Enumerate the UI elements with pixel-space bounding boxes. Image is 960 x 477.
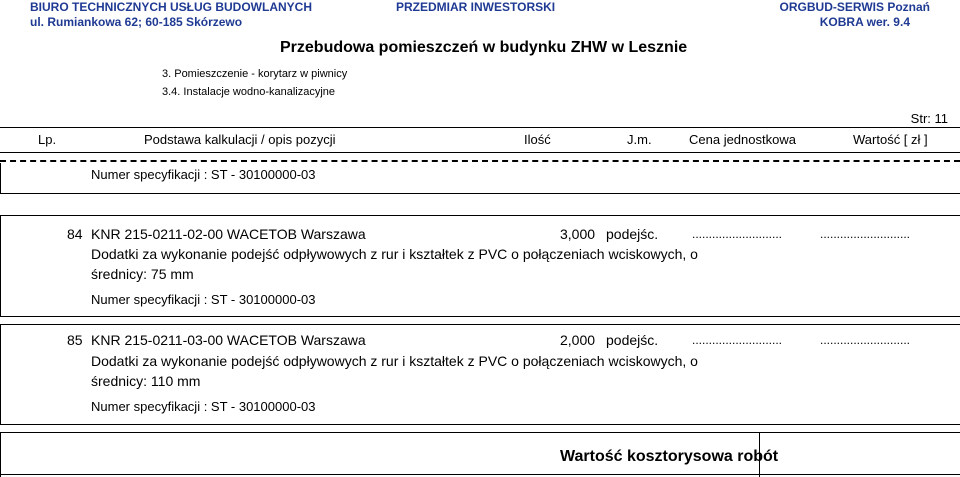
- page-number: Str: 11: [910, 111, 948, 126]
- total-bottom-rule: [0, 474, 960, 475]
- software-version: KOBRA wer. 9.4: [819, 15, 910, 29]
- company-name: BIURO TECHNICZNYCH USŁUG BUDOWLANYCH: [30, 0, 312, 14]
- item-basis: KNR 215-0211-02-00 WACETOB Warszawa: [91, 226, 366, 242]
- software-vendor: ORGBUD-SERWIS Poznań: [779, 0, 930, 14]
- col-qty: Ilość: [524, 132, 551, 147]
- item-unit: podejśc.: [606, 332, 659, 348]
- section-heading: 3. Pomieszczenie - korytarz w piwnicy: [162, 68, 348, 80]
- item-basis: KNR 215-0211-03-00 WACETOB Warszawa: [91, 332, 366, 348]
- item-qty: 2,000: [560, 332, 596, 348]
- company-address: ul. Rumiankowa 62; 60-185 Skórzewo: [30, 15, 243, 29]
- project-title: Przebudowa pomieszczeń w budynku ZHW w Lesznie: [280, 39, 688, 56]
- item-unit: podejśc.: [606, 226, 659, 242]
- subsection-heading: 3.4. Instalacje wodno-kanalizacyjne: [162, 86, 336, 98]
- header-dashed-rule: [0, 160, 960, 162]
- item-lp: 84: [67, 226, 83, 242]
- total-box: [0, 432, 960, 477]
- item-value: ...........................: [820, 227, 911, 241]
- col-unit-price: Cena jednostkowa: [689, 132, 796, 147]
- item-unit-price: ...........................: [692, 333, 783, 347]
- document-type: PRZEDMIAR INWESTORSKI: [396, 0, 556, 14]
- spec-number: Numer specyfikacji : ST - 30100000-03: [91, 399, 316, 414]
- item-unit-price: ...........................: [692, 227, 783, 241]
- item-description: Dodatki za wykonanie podejść odpływowych z rur i kształtek z PVC o połączeniach wciskowych, o: [91, 353, 698, 369]
- col-basis: Podstawa kalkulacji / opis pozycji: [144, 132, 336, 147]
- header-top-rule: [0, 127, 960, 128]
- spec-number: Numer specyfikacji : ST - 30100000-03: [91, 167, 316, 182]
- item-description-cont: średnicy: 110 mm: [91, 373, 201, 389]
- item-qty: 3,000: [560, 226, 596, 242]
- col-unit: J.m.: [627, 132, 652, 147]
- item-lp: 85: [67, 332, 83, 348]
- header-bottom-rule: [0, 152, 960, 153]
- col-value: Wartość [ zł ]: [853, 132, 928, 147]
- total-label: Wartość kosztorysowa robót: [560, 448, 779, 465]
- col-lp: Lp.: [38, 132, 57, 147]
- item-description: Dodatki za wykonanie podejść odpływowych z rur i kształtek z PVC o połączeniach wciskowych, o: [91, 246, 698, 262]
- spec-number: Numer specyfikacji : ST - 30100000-03: [91, 292, 316, 307]
- item-description-cont: średnicy: 75 mm: [91, 266, 194, 282]
- item-value: ...........................: [820, 333, 911, 347]
